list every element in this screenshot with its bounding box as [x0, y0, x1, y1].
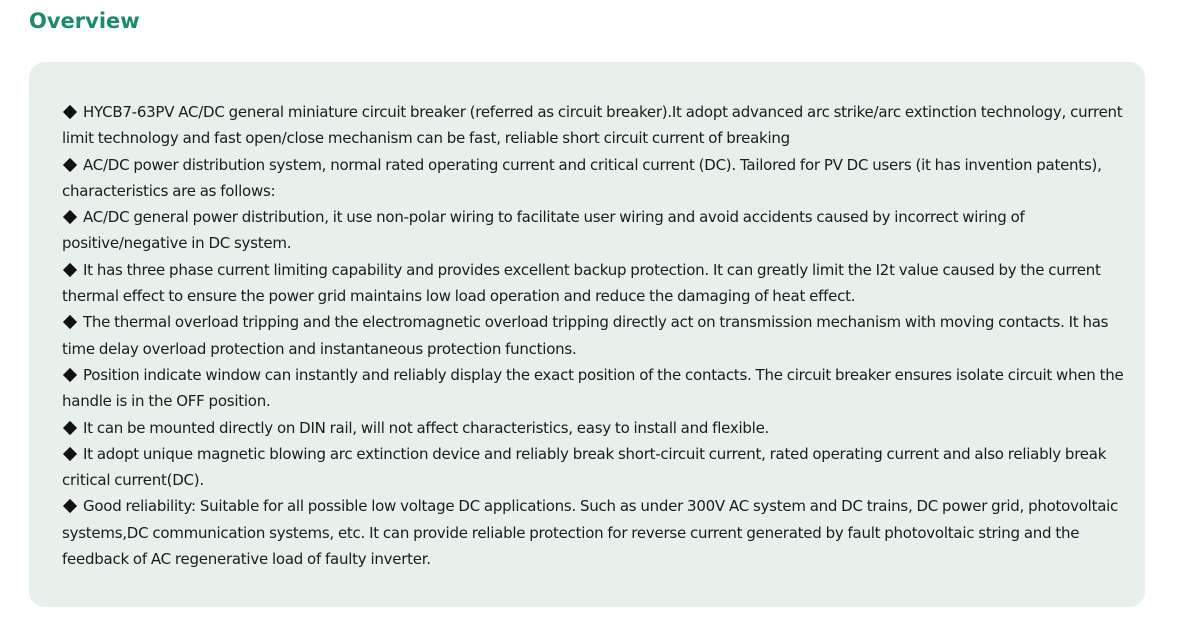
list-item-text: It adopt unique magnetic blowing arc extinction device and reliably break short-circuit current, rated operating current and also reliably break critical current(DC). [62, 444, 1107, 490]
diamond-bullet-icon [63, 105, 77, 119]
list-item [62, 257, 1129, 310]
list-item [62, 204, 1129, 257]
list-item-text: It can be mounted directly on DIN rail, will not affect characteristics, easy to install and flexible. [83, 418, 770, 437]
list-item-text: AC/DC power distribution system, normal rated operating current and critical current (DC). Tailored for PV DC users (it has invention patents), characteristics are as follows: [62, 155, 1102, 200]
list-item [62, 362, 1129, 415]
page-title: Overview [29, 9, 140, 33]
list-item-text: The thermal overload tripping and the electromagnetic overload tripping directly act on transmission mechanism with moving contacts. It has time delay overload protection and instantaneous protection functions. [62, 313, 1109, 358]
diamond-bullet-icon [63, 315, 77, 329]
list-item-text: It has three phase current limiting capability and provides excellent backup protection. It can greatly limit the I2t value caused by the current thermal effect to ensure the power grid maintains low load operation and reduce the damaging of heat effect. [62, 260, 1101, 306]
diamond-bullet-icon [63, 368, 77, 382]
list-item [62, 441, 1129, 494]
list-item-text: HYCB7-63PV AC/DC general miniature circuit breaker (referred as circuit breaker).It adopt advanced arc strike/arc extinction technology, current limit technology and fast open/close mechanism can be fast, reliable short circuit current of breaking [62, 103, 1123, 148]
overview-panel [29, 62, 1145, 607]
diamond-bullet-icon [63, 263, 77, 277]
list-item [62, 415, 1129, 441]
list-item-text: Position indicate window can instantly and reliably display the exact position of the contacts. The circuit breaker ensures isolate circuit when the handle is in the OFF position. [62, 365, 1124, 411]
feature-list [62, 99, 1129, 572]
list-item [62, 99, 1129, 152]
diamond-bullet-icon [63, 420, 77, 434]
diamond-bullet-icon [63, 499, 77, 513]
list-item [62, 152, 1129, 205]
diamond-bullet-icon [63, 158, 77, 172]
list-item-text: Good reliability: Suitable for all possible low voltage DC applications. Such as under 300V AC system and DC trains, DC power grid, photovoltaic systems,DC communication systems, etc. It can provide reliable protection for reverse current generated by fault photovoltaic string and the feedback of AC regenerative load of faulty inverter. [62, 497, 1119, 569]
list-item [62, 309, 1129, 362]
list-item [62, 493, 1129, 572]
list-item-text: AC/DC general power distribution, it use non-polar wiring to facilitate user wiring and avoid accidents caused by incorrect wiring of positive/negative in DC system. [62, 208, 1025, 253]
diamond-bullet-icon [63, 447, 77, 461]
diamond-bullet-icon [63, 210, 77, 224]
